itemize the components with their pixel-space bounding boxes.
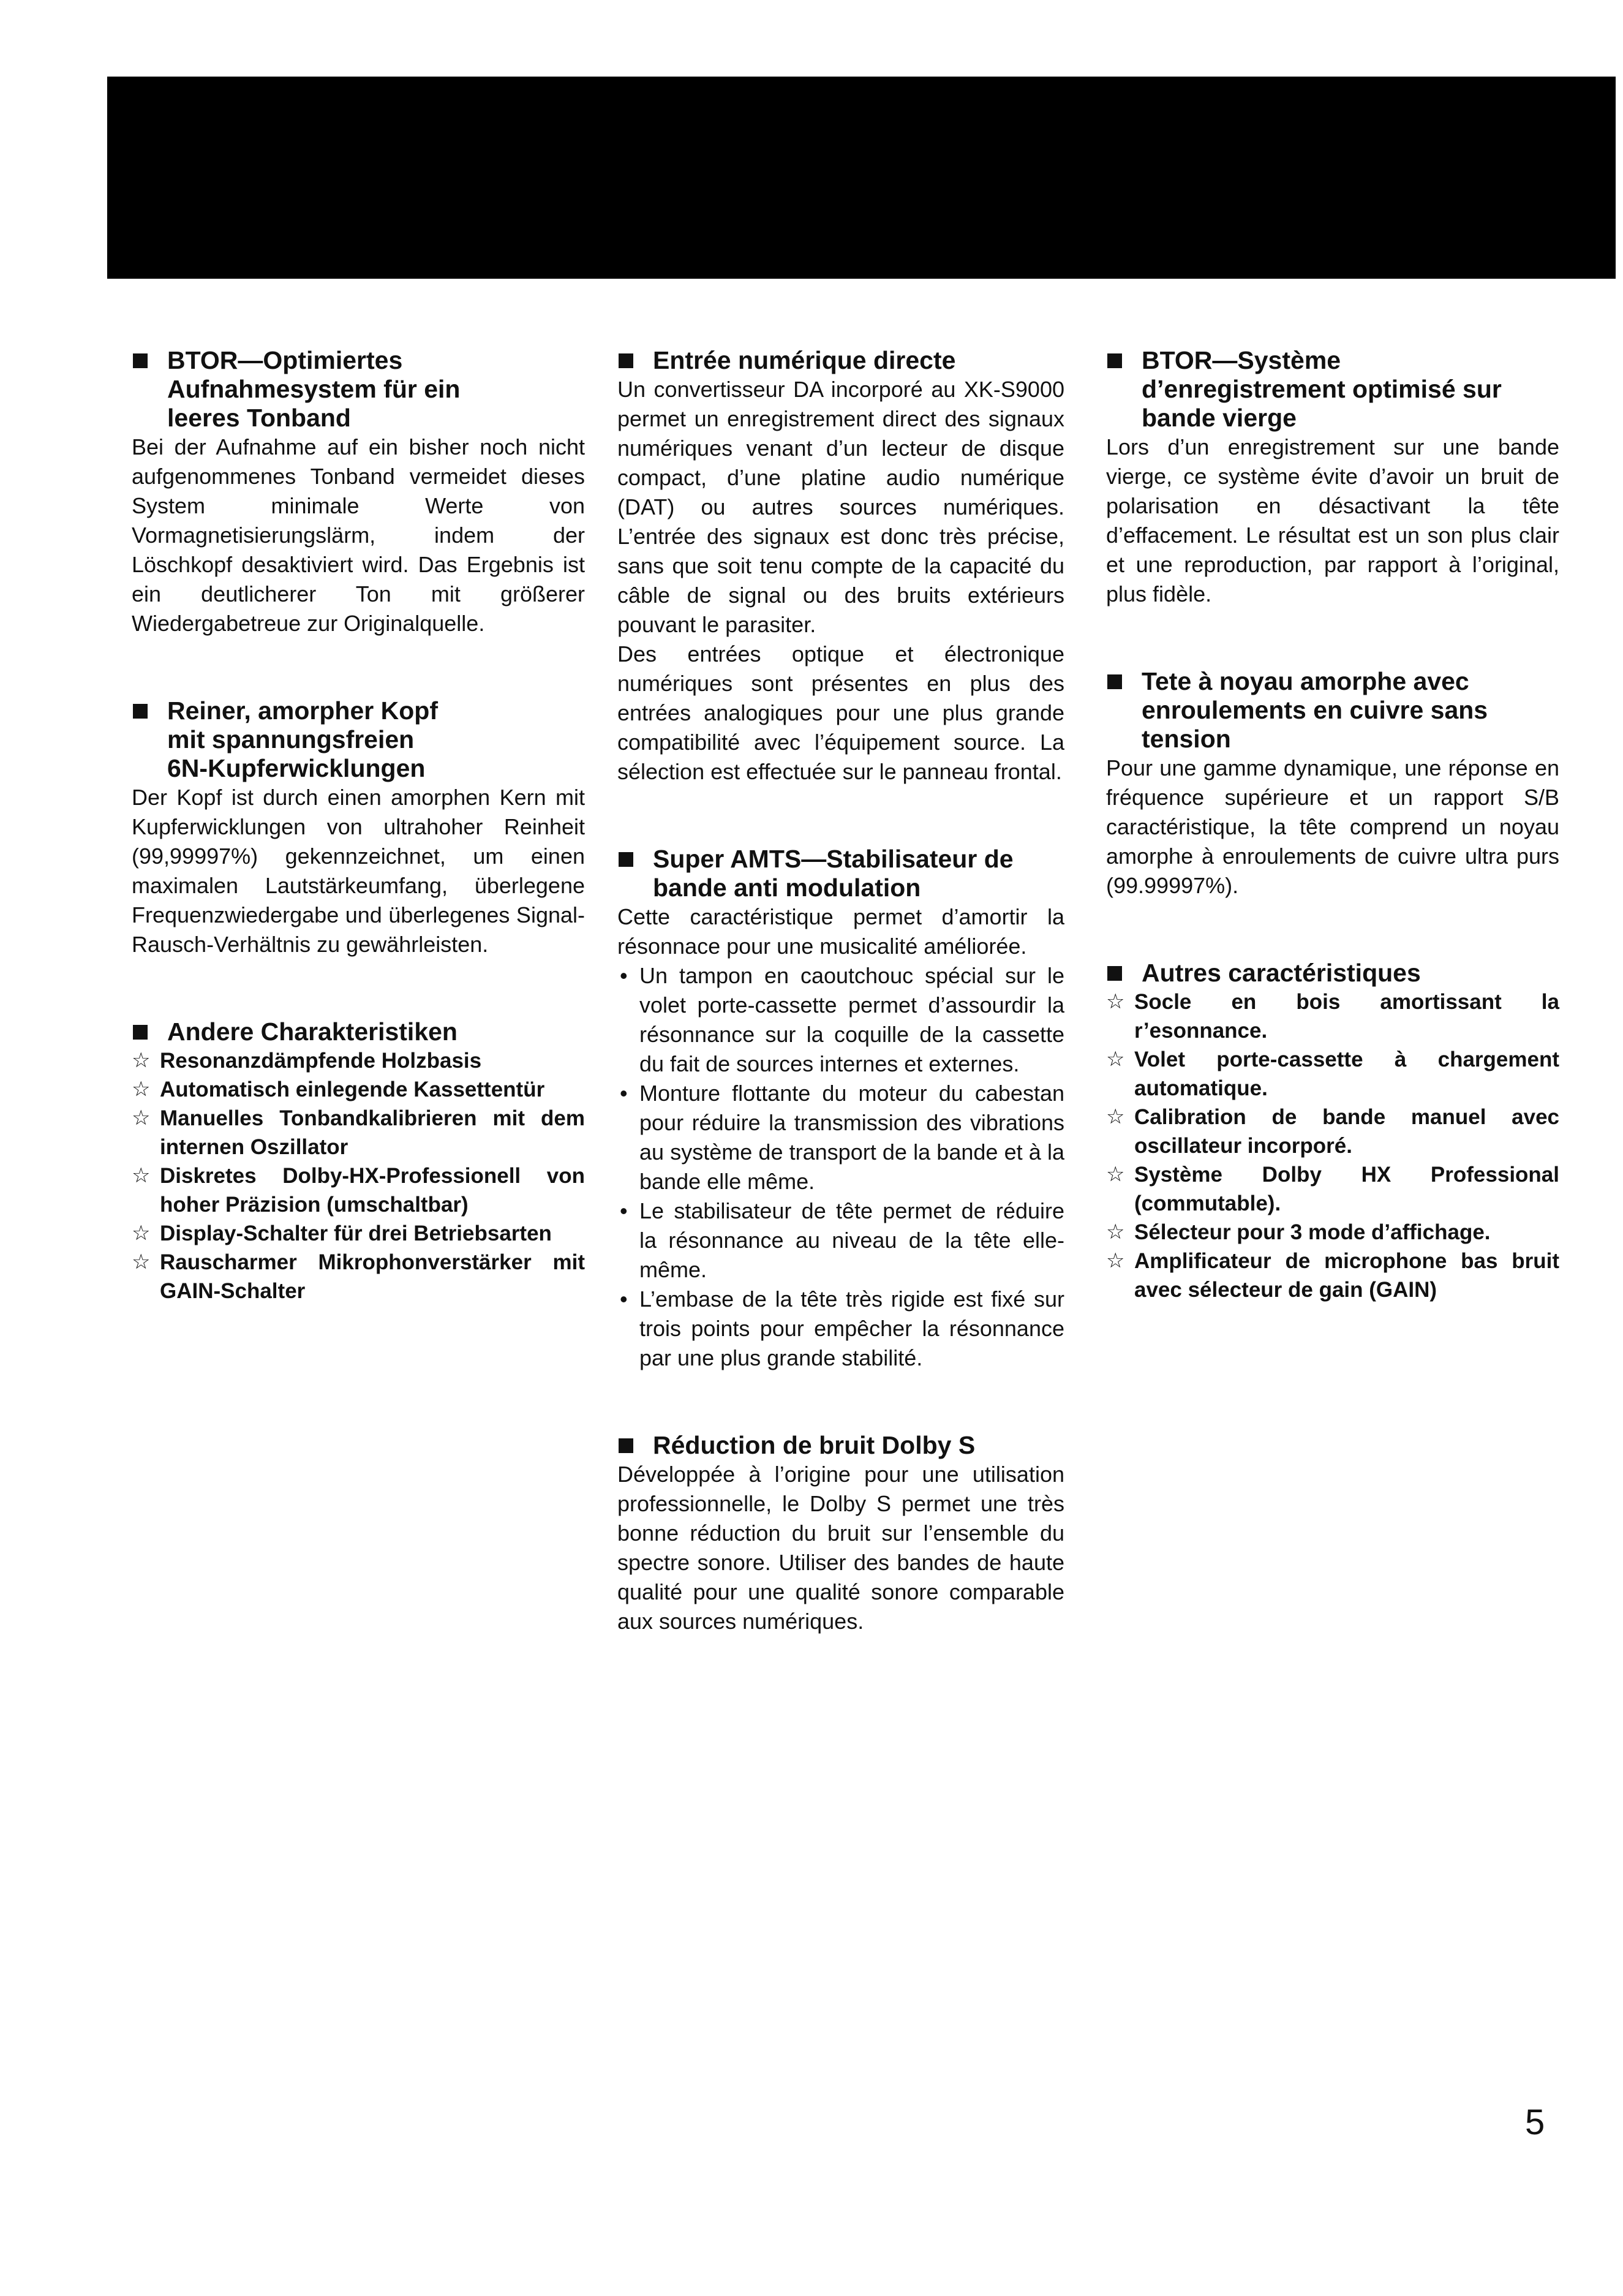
star-outline-icon: ☆	[1106, 1047, 1125, 1071]
star-outline-icon: ☆	[1106, 1162, 1125, 1187]
column-german	[132, 346, 585, 1364]
feature-item: ☆ Diskretes Dolby-HX-Professionell von hoher Präzision (umschaltbar)	[132, 1161, 585, 1219]
section-heading: BTOR—Système d’enregistrement optimisé sur bande vierge	[1106, 346, 1559, 432]
feature-item: ☆ Manuelles Tonbandkalibrieren mit dem internen Oszillator	[132, 1104, 585, 1161]
star-outline-icon: ☆	[132, 1077, 151, 1101]
feature-item: ☆ Amplificateur de microphone bas bruit avec sélecteur de gain (GAIN)	[1106, 1247, 1559, 1304]
bullet-item: • Un tampon en caoutchouc spécial sur le volet porte-cassette permet d’assourdir la résonnance sur la coquille de la cassette du fait de sources internes et externes.	[617, 961, 1064, 1079]
section-heading: Super AMTS—Stabilisateur de bande anti modulation	[617, 845, 1064, 902]
feature-item: ☆ Système Dolby HX Professional (commutable).	[1106, 1160, 1559, 1218]
section-kopf-de	[132, 697, 585, 959]
section-body: Un convertisseur DA incorporé au XK-S9000 permet un enregistrement direct des signaux numériques venant d’un lecteur de disque compact, d’une platine audio numérique (DAT) ou autres sources numériques. L’entrée des signaux est donc très précise, sans que soit tenu compte de la capacité du câble de signal ou des bruits extérieurs pouvant le parasiter.	[617, 377, 1064, 637]
feature-item: ☆ Sélecteur pour 3 mode d’affichage.	[1106, 1218, 1559, 1247]
section-heading: Tete à noyau amorphe avec enroulements en cuivre sans tension	[1106, 667, 1559, 753]
feature-item: ☆ Calibration de bande manuel avec oscillateur incorporé.	[1106, 1103, 1559, 1160]
page-number: 5	[1525, 2102, 1545, 2142]
bullet-list	[617, 961, 1064, 1373]
section-btor-de	[132, 346, 585, 638]
header-bar	[107, 77, 1616, 279]
section-autres-caracteristiques	[1106, 959, 1559, 1304]
filled-square-icon	[619, 353, 633, 368]
star-outline-icon: ☆	[1106, 989, 1125, 1014]
section-super-amts	[617, 845, 1064, 1373]
section-heading: Réduction de bruit Dolby S	[617, 1431, 1064, 1460]
star-outline-icon: ☆	[132, 1106, 151, 1130]
section-body-continued: Des entrées optique et électronique numériques sont présentes en plus des entrées analogiques pour une plus grande compatibilité avec l’équipement source. La sélection est effectuée sur le panneau frontal.	[617, 641, 1064, 784]
star-outline-icon: ☆	[1106, 1248, 1125, 1273]
bullet-item: • L’embase de la tête très rigide est fixé sur trois points pour empêcher la résonnance par une plus grande stabilité.	[617, 1285, 1064, 1373]
star-outline-icon: ☆	[1106, 1105, 1125, 1129]
filled-square-icon	[1107, 966, 1122, 981]
filled-square-icon	[133, 1025, 148, 1040]
star-outline-icon: ☆	[132, 1221, 151, 1245]
feature-item: ☆ Display-Schalter für drei Betriebsarten	[132, 1219, 585, 1248]
section-body: Bei der Aufnahme auf ein bisher noch nicht aufgenommenes Tonband vermeidet dieses System minimale Werte von Vormagnetisierungslärm, indem der Löschkopf desaktiviert wird. Das Ergebnis ist ein deutlicherer Ton mit größerer Wiedergabetreue zur Originalquelle.	[132, 434, 585, 636]
bullet-icon: •	[620, 1198, 628, 1223]
section-dolby-s	[617, 1431, 1064, 1636]
section-charakteristiken-de	[132, 1018, 585, 1305]
section-body: Pour une gamme dynamique, une réponse en fréquence supérieure et un rapport S/B caractéristique, la tête comprend un noyau amorphe à enroulements de cuivre ultra purs (99.99997%).	[1106, 755, 1559, 898]
column-french-middle	[617, 346, 1064, 1694]
star-outline-icon: ☆	[1106, 1220, 1125, 1244]
feature-item: ☆ Resonanzdämpfende Holzbasis	[132, 1046, 585, 1075]
filled-square-icon	[1107, 674, 1122, 689]
filled-square-icon	[619, 1438, 633, 1453]
bullet-item: • Monture flottante du moteur du cabestan pour réduire la transmission des vibrations au système de transport de la bande et à la bande elle même.	[617, 1079, 1064, 1196]
feature-item: ☆ Automatisch einlegende Kassettentür	[132, 1075, 585, 1104]
bullet-icon: •	[620, 1081, 628, 1106]
filled-square-icon	[133, 704, 148, 719]
section-body: Cette caractéristique permet d’amortir la résonnace pour une musicalité améliorée.	[617, 904, 1064, 959]
star-outline-icon: ☆	[132, 1163, 151, 1188]
section-body: Der Kopf ist durch einen amorphen Kern mit Kupferwicklungen von ultrahoher Reinheit (99,99997%) gekennzeichnet, um einen maximalen Lautstärkeumfang, überlegene Frequenzwiedergabe und überlegenes Signal-Rausch-Verhältnis zu gewährleisten.	[132, 785, 585, 957]
feature-list	[132, 1046, 585, 1305]
bullet-icon: •	[620, 1286, 628, 1312]
feature-item: ☆ Volet porte-cassette à chargement automatique.	[1106, 1045, 1559, 1103]
section-heading: Reiner, amorpher Kopf mit spannungsfreien 6N-Kupferwicklungen	[132, 697, 585, 783]
section-entree-numerique	[617, 346, 1064, 787]
section-heading: Entrée numérique directe	[617, 346, 1064, 375]
column-french-right	[1106, 346, 1559, 1362]
star-outline-icon: ☆	[132, 1048, 151, 1073]
section-body: Développée à l’origine pour une utilisation professionnelle, le Dolby S permet une très bonne réduction du bruit sur l’ensemble du spectre sonore. Utiliser des bandes de haute qualité pour une qualité sonore comparable aux sources numériques.	[617, 1462, 1064, 1634]
filled-square-icon	[133, 353, 148, 368]
filled-square-icon	[1107, 353, 1122, 368]
feature-list	[1106, 988, 1559, 1304]
section-heading: Andere Charakteristiken	[132, 1018, 585, 1046]
star-outline-icon: ☆	[132, 1250, 151, 1274]
section-body: Lors d’un enregistrement sur une bande vierge, ce système évite d’avoir un bruit de polarisation en désactivant la tête d’effacement. Le résultat est un son plus clair et une reproduction, par rapport à l’original, plus fidèle.	[1106, 434, 1559, 606]
section-tete-amorphe	[1106, 667, 1559, 901]
bullet-icon: •	[620, 963, 628, 988]
section-heading: BTOR—Optimiertes Aufnahmesystem für ein leeres Tonband	[132, 346, 585, 432]
feature-item: ☆ Rauscharmer Mikrophonverstärker mit GAIN-Schalter	[132, 1248, 585, 1305]
section-heading: Autres caractéristiques	[1106, 959, 1559, 988]
feature-item: ☆ Socle en bois amortissant la r’esonnance.	[1106, 988, 1559, 1045]
section-btor-fr	[1106, 346, 1559, 609]
bullet-item: • Le stabilisateur de tête permet de réduire la résonnance au niveau de la tête elle-même.	[617, 1196, 1064, 1285]
filled-square-icon	[619, 852, 633, 867]
